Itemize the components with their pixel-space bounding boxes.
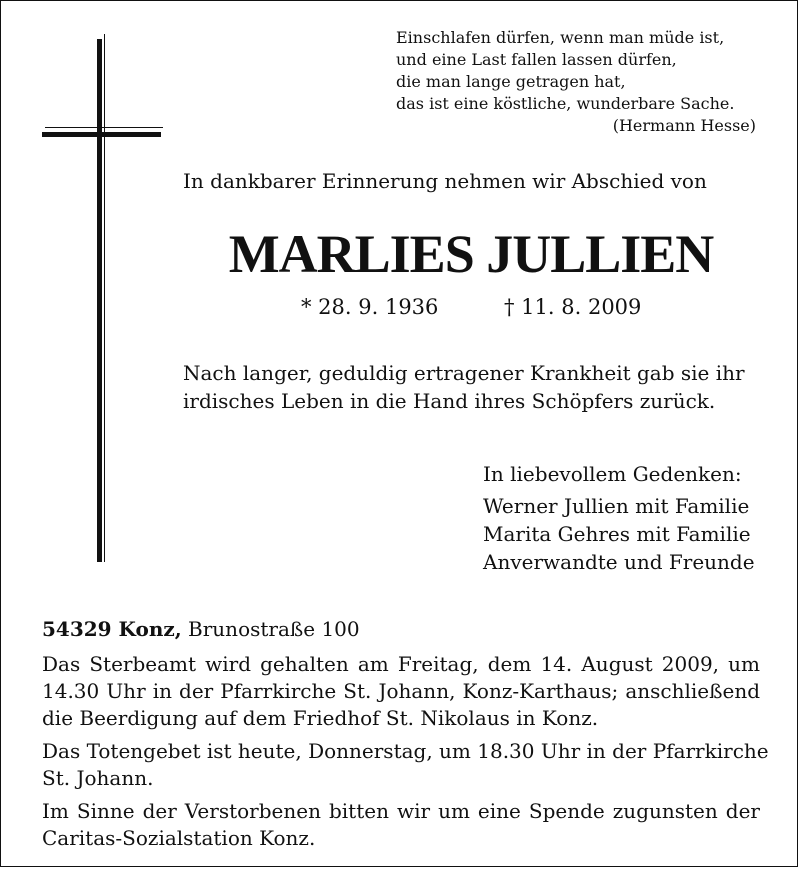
prayer-info <box>42 738 772 792</box>
donation-info <box>42 798 772 852</box>
donation-line: Caritas-Sozialstation Konz. <box>42 826 316 850</box>
funeral-line: 14.30 Uhr in der Pfarrkirche St. Johann, Konz-Karthaus; anschließend <box>42 679 760 703</box>
cross-vertical-thin-line <box>104 34 105 562</box>
quote-line: und eine Last fallen lassen dürfen, <box>396 50 677 69</box>
birth-date: * 28. 9. 1936 <box>301 295 439 319</box>
cross-vertical-bar <box>97 39 102 562</box>
mourners-block <box>483 460 755 576</box>
mourner-line: Werner Jullien mit Familie <box>483 494 750 518</box>
quote-line: Einschlafen dürfen, wenn man müde ist, <box>396 28 725 47</box>
mourners-heading: In liebevollem Gedenken: <box>483 462 742 486</box>
hesse-quote <box>396 27 776 137</box>
cross-horizontal-bar <box>42 132 161 137</box>
mourner-line: Marita Gehres mit Familie <box>483 522 751 546</box>
funeral-line: die Beerdigung auf dem Friedhof St. Nikolaus in Konz. <box>42 706 599 730</box>
funeral-line: Das Sterbeamt wird gehalten am Freitag, dem 14. August 2009, um <box>42 652 760 676</box>
deceased-name: MARLIES JULLIEN <box>228 224 714 284</box>
details-block <box>42 616 772 858</box>
quote-line: das ist eine köstliche, wunderbare Sache. <box>396 94 735 113</box>
address <box>42 616 772 643</box>
sentence-line: Nach langer, geduldig ertragener Krankheit gab sie ihr <box>183 361 745 385</box>
life-dates <box>301 295 642 319</box>
address-city: 54329 Konz, <box>42 617 182 641</box>
death-date: † 11. 8. 2009 <box>504 295 642 319</box>
address-street: Brunostraße 100 <box>188 617 360 641</box>
quote-author: (Hermann Hesse) <box>612 116 756 135</box>
prayer-line: St. Johann. <box>42 766 154 790</box>
cross-horizontal-thin-line <box>45 127 163 128</box>
intro-text: In dankbarer Erinnerung nehmen wir Abschied von <box>183 169 707 193</box>
quote-line: die man lange getragen hat, <box>396 72 626 91</box>
funeral-info <box>42 651 772 732</box>
sentence-line: irdisches Leben in die Hand ihres Schöpfers zurück. <box>183 389 716 413</box>
prayer-line: Das Totengebet ist heute, Donnerstag, um 18.30 Uhr in der Pfarrkirche <box>42 739 769 763</box>
farewell-sentence <box>183 359 745 415</box>
donation-line: Im Sinne der Verstorbenen bitten wir um eine Spende zugunsten der <box>42 799 760 823</box>
mourner-line: Anverwandte und Freunde <box>483 550 755 574</box>
